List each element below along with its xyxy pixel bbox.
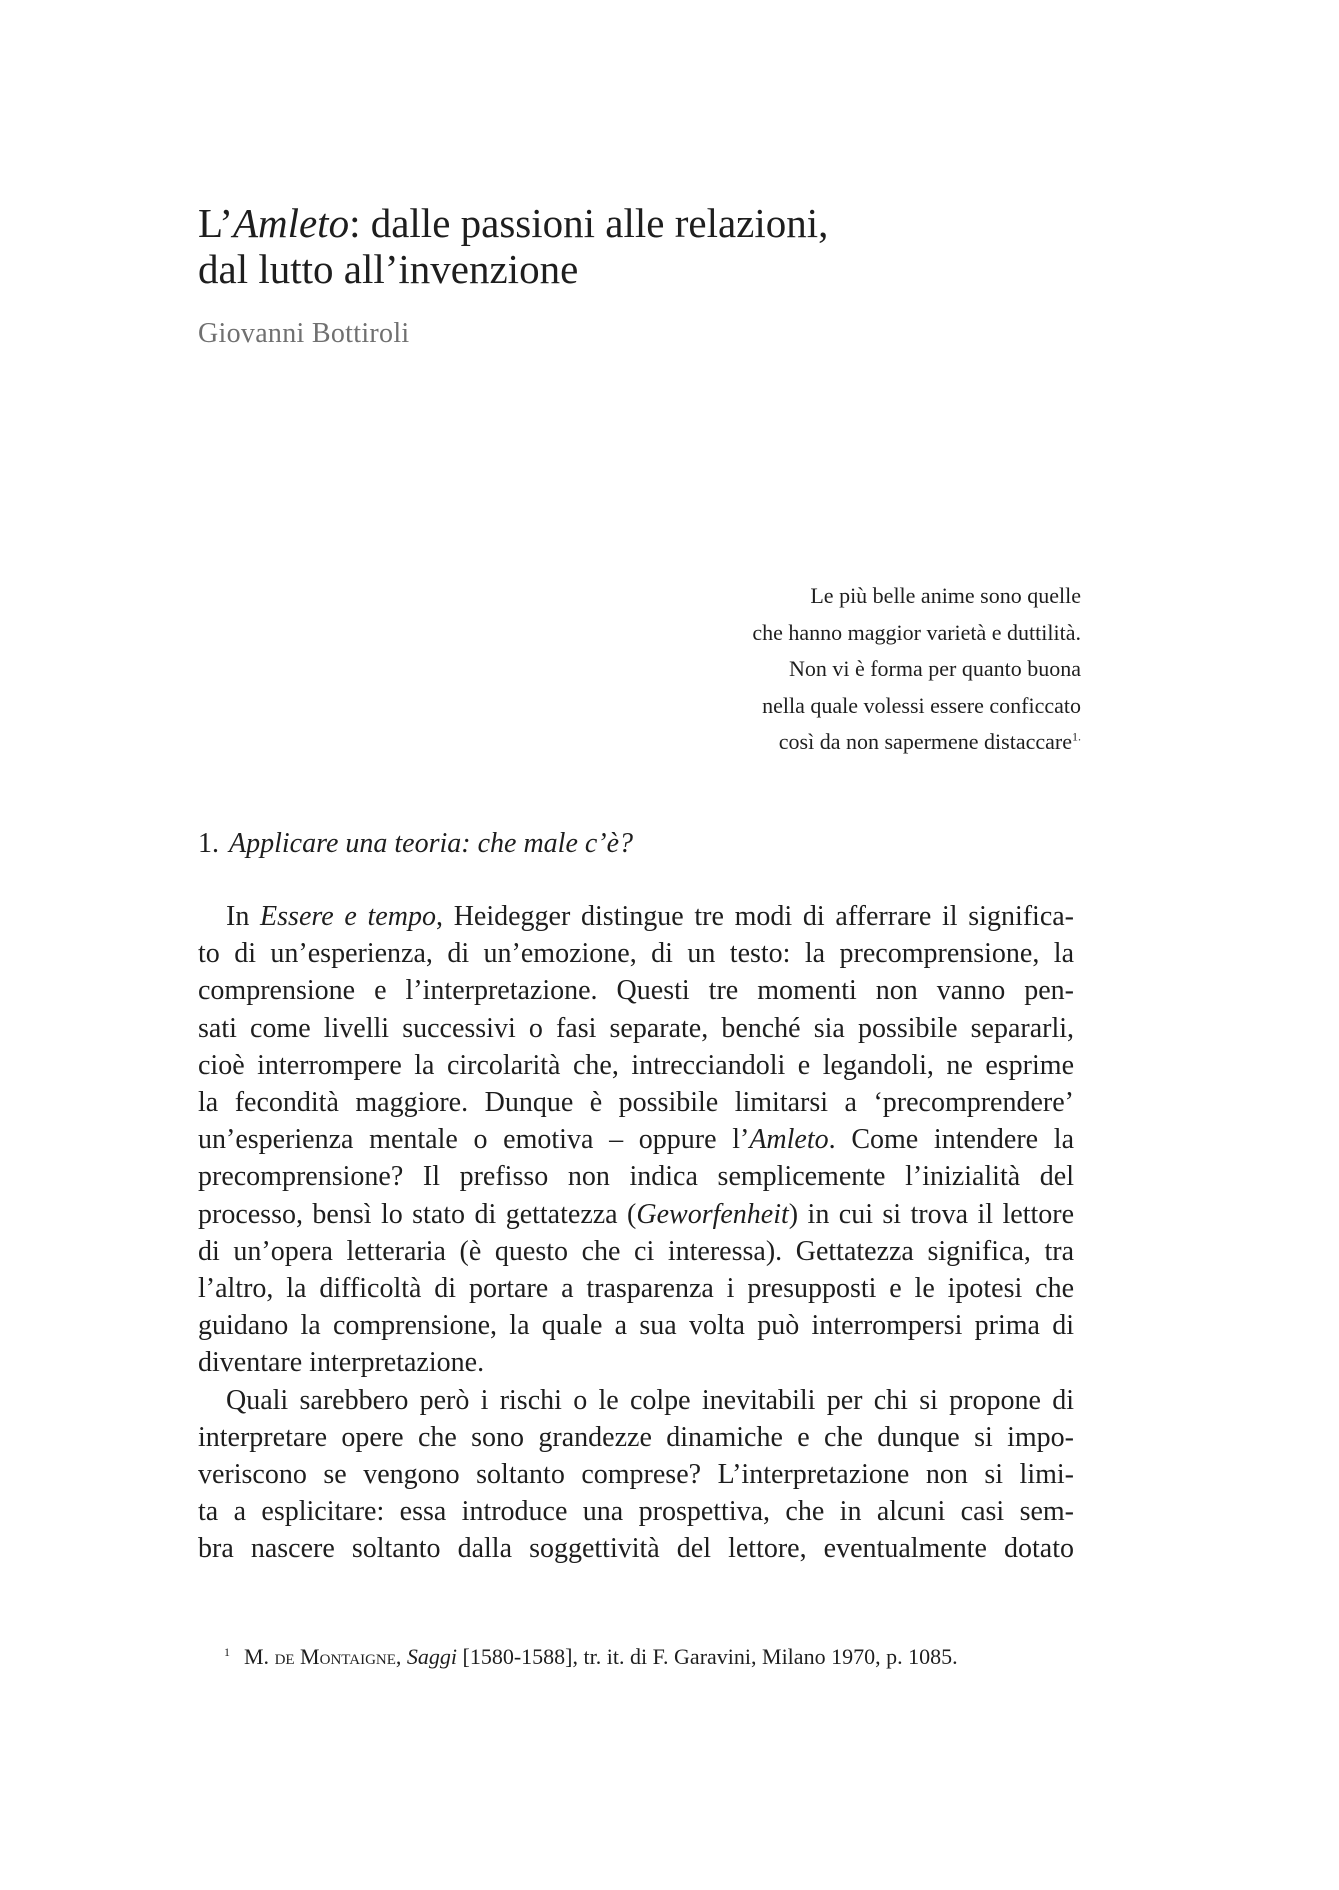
body-line: sati come livelli successivi o fasi separate, benché sia possibile separarli, xyxy=(198,1012,1074,1044)
epigraph xyxy=(561,578,1081,761)
body-line: cioè interrompere la circolarità che, intrecciandoli e legandoli, ne esprime xyxy=(198,1049,1074,1081)
body-line: bra nascere soltanto dalla soggettività del lettore, eventualmente dotato xyxy=(198,1533,1074,1565)
title-line-2: dal lutto all’invenzione xyxy=(198,246,579,292)
body-line: processo, bensì lo stato di gettatezza (Geworfenheit) in cui si trova il lettore xyxy=(198,1198,1075,1230)
section-heading xyxy=(198,828,633,860)
epigraph-line: Le più belle anime sono quelle xyxy=(810,583,1081,608)
body-line: to di un’esperienza, di un’emozione, di un testo: la precomprensione, la xyxy=(198,938,1074,970)
body-line: un’esperienza mentale o emotiva – oppure l’Amleto. Come intendere la xyxy=(198,1124,1074,1156)
epigraph-line: che hanno maggior varietà e duttilità. xyxy=(752,619,1081,645)
title-line-1: L’Amleto: dalle passioni alle relazioni, xyxy=(198,200,829,246)
epigraph-line-last: così da non sapermene distaccare$^{1.}$ xyxy=(778,729,1081,754)
epigraph-line: nella quale volessi essere conficcato xyxy=(762,692,1081,718)
section-title: Applicare una teoria: che male c’è? xyxy=(229,828,634,859)
body-line: guidano la comprensione, la quale a sua volta può interrompersi prima di xyxy=(198,1310,1074,1342)
body-line: l’altro, la difficoltà di portare a trasparenza i presupposti e le ipotesi che xyxy=(198,1273,1074,1305)
footnote-work-title: Saggi xyxy=(406,1644,458,1669)
title-italic: Amleto xyxy=(232,200,350,246)
footnote-author: de Montaigne xyxy=(274,1644,396,1669)
footnote-reference: 1. xyxy=(1072,729,1081,744)
body-line: diventare interpretazione. xyxy=(198,1347,485,1379)
article-title xyxy=(198,200,828,292)
body-line: ta a esplicitare: essa introduce una prospettiva, che in alcuni casi sem- xyxy=(198,1496,1074,1528)
body-line: comprensione e l’interpretazione. Questi tre momenti non vanno pen- xyxy=(198,975,1074,1007)
footnote-number: 1 xyxy=(224,1644,230,1659)
body-text xyxy=(198,898,1074,1568)
author-name: Giovanni Bottiroli xyxy=(198,318,410,349)
body-line: Quali sarebbero però i rischi o le colpe inevitabili per chi si propone di xyxy=(226,1384,1074,1416)
body-line: la fecondità maggiore. Dunque è possibile limitarsi a ‘precomprendere’ xyxy=(198,1087,1074,1119)
body-line: interpretare opere che sono grandezze dinamiche e che dunque si impo- xyxy=(198,1421,1074,1453)
epigraph-line: Non vi è forma per quanto buona xyxy=(788,656,1081,681)
section-number: 1. xyxy=(198,828,219,859)
body-line: veriscono se vengono soltanto comprese? L’interpretazione non si limi- xyxy=(198,1459,1074,1491)
footnote: $^1$ M. de Montaigne, Saggi [1580-1588], tr. it. di F. Garavini, Milano 1970, p. 1085. xyxy=(224,1644,958,1669)
body-line: di un’opera letteraria (è questo che ci interessa). Gettatezza significa, tra xyxy=(198,1235,1074,1267)
body-line: In Essere e tempo, Heidegger distingue tre modi di afferrare il significa- xyxy=(226,901,1075,932)
body-line: precomprensione? Il prefisso non indica semplicemente l’inizialità del xyxy=(198,1161,1074,1193)
